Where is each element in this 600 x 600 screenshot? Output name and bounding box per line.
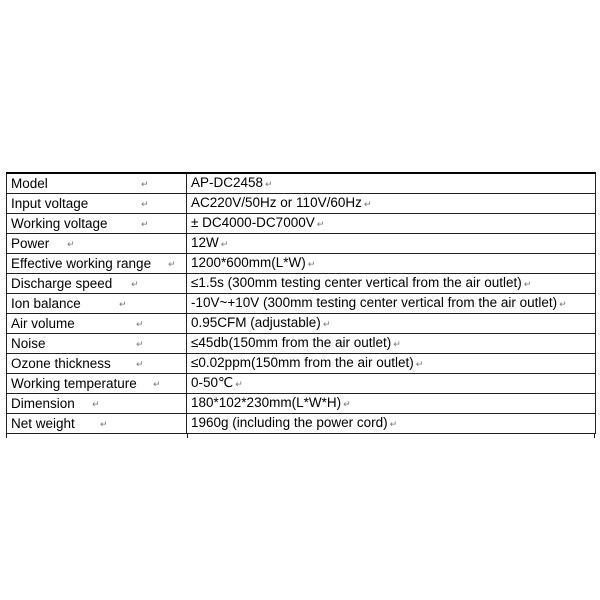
spec-label-wrap: [11, 395, 186, 413]
spec-label-cell: [7, 394, 187, 414]
spec-value-cell: [187, 294, 596, 314]
spec-label: Dimension: [11, 395, 75, 411]
table-row: [7, 414, 596, 434]
paragraph-mark-icon: ↵: [67, 238, 75, 249]
table-row: [7, 254, 596, 274]
spec-label: Net weight: [11, 415, 75, 431]
spec-value-cell: [187, 234, 596, 254]
paragraph-mark-icon: ↵: [363, 199, 372, 209]
spec-label: Model: [11, 175, 48, 191]
paragraph-mark-icon: ↵: [153, 378, 161, 389]
spec-label: Noise: [11, 335, 46, 351]
table-row: [7, 354, 596, 374]
paragraph-mark-icon: ↵: [265, 179, 273, 189]
spec-value: 1960g (including the power cord): [191, 415, 388, 430]
table-row: [7, 274, 596, 294]
spec-label: Input voltage: [11, 195, 89, 211]
spec-label: Working temperature: [11, 375, 137, 391]
spec-value: ≤0.02ppm(150mm from the air outlet): [191, 355, 414, 370]
spec-label-cell: [7, 374, 187, 394]
spec-value: AP-DC2458: [191, 175, 264, 190]
spec-label-cell: [7, 334, 187, 354]
spec-value: AC220V/50Hz or 110V/60Hz: [191, 195, 362, 210]
paragraph-mark-icon: ↵: [136, 318, 144, 329]
spec-sheet: [6, 172, 595, 438]
spec-label: Power: [11, 235, 50, 251]
spec-label-wrap: [11, 355, 186, 373]
spec-value-cell: [187, 173, 596, 194]
spec-label: Effective working range: [11, 255, 152, 271]
paragraph-mark-icon: ↵: [141, 198, 149, 209]
spec-value-cell: [187, 214, 596, 234]
paragraph-mark-icon: ↵: [100, 418, 108, 429]
table-tail: [6, 434, 595, 438]
spec-label-cell: [7, 314, 187, 334]
spec-label: Ion balance: [11, 295, 81, 311]
spec-label-cell: [7, 194, 187, 214]
paragraph-mark-icon: ↵: [559, 299, 567, 309]
spec-value-cell: [187, 394, 596, 414]
spec-label-wrap: [11, 375, 186, 393]
table-row: [7, 314, 596, 334]
paragraph-mark-icon: ↵: [322, 319, 331, 329]
table-row: [7, 173, 596, 194]
paragraph-mark-icon: ↵: [220, 239, 229, 249]
paragraph-mark-icon: ↵: [316, 219, 325, 229]
spec-label-cell: [7, 294, 187, 314]
paragraph-mark-icon: ↵: [523, 279, 532, 289]
spec-label-wrap: [11, 175, 186, 193]
spec-label: Discharge speed: [11, 275, 113, 291]
table-row: [7, 194, 596, 214]
paragraph-mark-icon: ↵: [119, 298, 127, 309]
spec-value: 12W: [191, 235, 219, 250]
spec-value: 1200*600mm(L*W): [191, 255, 306, 270]
spec-label-cell: [7, 354, 187, 374]
spec-value: -10V~+10V (300mm testing center vertical from the air outlet): [191, 295, 558, 310]
spec-label: Ozone thickness: [11, 355, 111, 371]
spec-label-cell: [7, 214, 187, 234]
spec-label-wrap: [11, 235, 186, 253]
spec-label-wrap: [11, 415, 186, 433]
spec-label-wrap: [11, 315, 186, 333]
table-row: [7, 334, 596, 354]
table-row: [7, 234, 596, 254]
table-row: [7, 294, 596, 314]
spec-value-cell: [187, 374, 596, 394]
table-row: [7, 214, 596, 234]
table-row: [7, 394, 596, 414]
paragraph-mark-icon: ↵: [389, 419, 398, 429]
spec-value: ≤45db(150mm from the air outlet): [191, 335, 392, 350]
paragraph-mark-icon: ↵: [235, 379, 243, 389]
spec-label-cell: [7, 173, 187, 194]
spec-label-wrap: [11, 195, 186, 213]
paragraph-mark-icon: ↵: [136, 338, 144, 349]
spec-table: [6, 172, 596, 434]
spec-label-wrap: [11, 275, 186, 293]
spec-value: ≤1.5s (300mm testing center vertical from the air outlet): [191, 275, 522, 290]
paragraph-mark-icon: ↵: [141, 178, 149, 189]
table-row: [7, 374, 596, 394]
paragraph-mark-icon: ↵: [168, 258, 176, 269]
spec-label-wrap: [11, 255, 186, 273]
spec-value-cell: [187, 354, 596, 374]
spec-value: ± DC4000-DC7000V: [191, 215, 315, 230]
spec-value-cell: [187, 274, 596, 294]
paragraph-mark-icon: ↵: [92, 398, 100, 409]
spec-label-wrap: [11, 215, 186, 233]
spec-table-body: [7, 173, 596, 434]
paragraph-mark-icon: ↵: [307, 259, 316, 269]
paragraph-mark-icon: ↵: [415, 359, 424, 369]
spec-label: Working voltage: [11, 215, 108, 231]
paragraph-mark-icon: ↵: [393, 339, 401, 349]
spec-value-cell: [187, 314, 596, 334]
paragraph-mark-icon: ↵: [131, 278, 139, 289]
spec-label-cell: [7, 254, 187, 274]
spec-value: 180*102*230mm(L*W*H): [191, 395, 342, 410]
spec-label-wrap: [11, 295, 186, 313]
spec-label-wrap: [11, 335, 186, 353]
paragraph-mark-icon: ↵: [136, 358, 144, 369]
spec-value-cell: [187, 334, 596, 354]
spec-label-cell: [7, 414, 187, 434]
spec-value-cell: [187, 254, 596, 274]
spec-label-cell: [7, 234, 187, 254]
spec-value-cell: [187, 194, 596, 214]
spec-label: Air volume: [11, 315, 75, 331]
paragraph-mark-icon: ↵: [141, 218, 149, 229]
spec-label-cell: [7, 274, 187, 294]
spec-value: 0-50℃: [191, 375, 234, 390]
spec-value: 0.95CFM (adjustable): [191, 315, 321, 330]
spec-value-cell: [187, 414, 596, 434]
table-tail-divider: [187, 434, 188, 438]
paragraph-mark-icon: ↵: [343, 399, 351, 409]
